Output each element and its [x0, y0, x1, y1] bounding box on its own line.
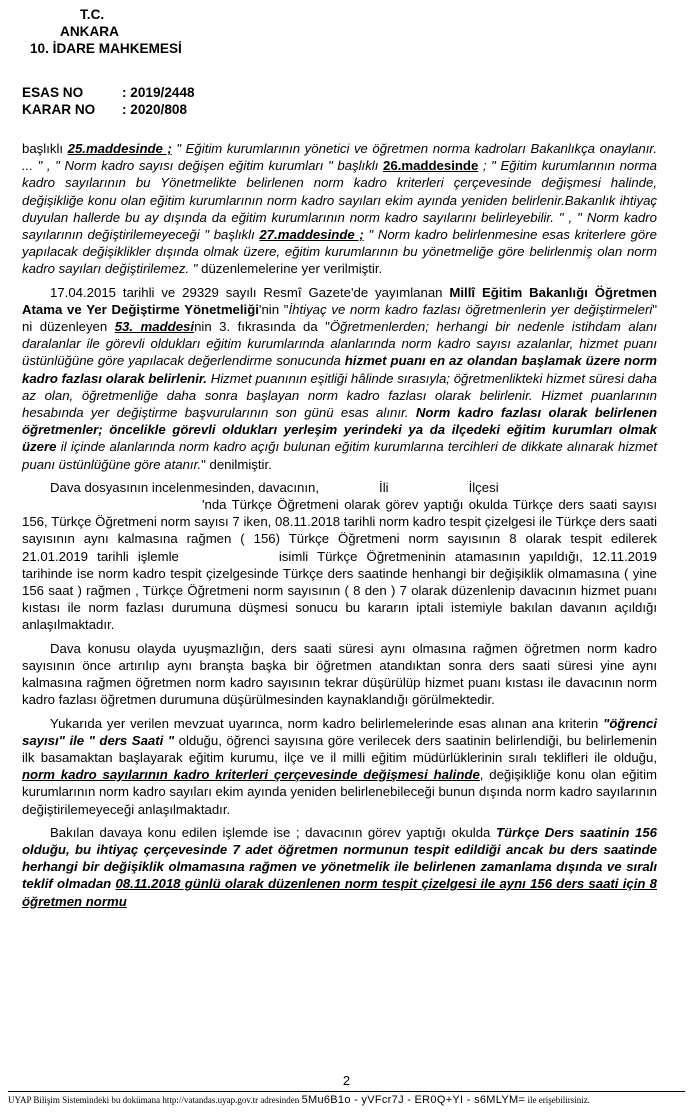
- esas-label: ESAS NO: [22, 85, 84, 100]
- header-city: ANKARA: [60, 24, 119, 39]
- text: 17.04.2015 tarihli ve 29329 sayılı Resmî Gazete'de yayımlanan: [50, 284, 450, 300]
- text: " Norm kadro belirlenmesine esas kriterlere göre yapılacak değişiklikler dışında olmak üzere, eğitim kurumlarının bu yönetmeliğe göre belirlenmiş olan norm kadro sayıları değiştirilemez. ": [22, 227, 657, 277]
- text: Dava dosyasının incelenmesinden, davacının,: [50, 479, 320, 495]
- text: isimli Türkçe Öğretmeninin atamasının yapıldığı, 12.11.2019 tarihinde ise norm kadro tespit çizelgesinde Türkçe ders saatinde henhangi bir değişiklik olmamasına ( yine 156 saat ) rağmen , Türkçe Öğretmeni norm sayısının ( 8 den ) 7 olarak düzenlenip davacının hizmet puanı kıstası ile norm fazlası durumuna düşmesi sonucu bu kararın iptali istemiyle bakılan davanın açıldığı anlaşılmaktadır.: [22, 548, 657, 633]
- header-court: 10. İDARE MAHKEMESİ: [30, 41, 182, 56]
- emphasis: 08.11.2018 günlü olarak düzenlenen norm tespit çizelgesi ile aynı 156 ders saati için 8 öğretmen normu: [22, 876, 657, 909]
- text: , değişikliğe konu olan eğitim kurumlarının norm kadro sayıları ekim ayında yeniden belirlenebileceği bunun dışında norm kadro sayılarının değiştirilemeyeceği anlaşılmaktadır.: [22, 767, 657, 817]
- header-tc: T.C.: [80, 7, 105, 22]
- text: " Eğitim kurumlarının yönetici ve öğretmen norma kadroları Bakanlıkça onaylanır. ... " , " Norm kadro sayısı değişen eğitim kurumları " başlıklı: [22, 141, 657, 174]
- article-27-ref: 27.maddesinde ;: [259, 227, 364, 243]
- karar-label: KARAR NO: [22, 102, 96, 117]
- verification-code: 5Mu6B1o - yVFcr7J - ER0Q+YI - s6MLYM=: [301, 1094, 526, 1106]
- article-26-ref: 26.maddesinde: [383, 158, 479, 174]
- emphasis: Norm kadro fazlası olarak belirlenen öğretmenler; öncelikle görevli oldukları yerleşim yerindeki ya da ilçedeki eğitim kurumları olmak üzere: [22, 405, 658, 455]
- text: Öğretmenlerden; herhangi bir nedenle istihdam alanı daralanlar ile görevli oldukları eğitim kurumlarında alanlarında norm kadro sayısı azalanlar, hizmet puanı üstünlüğüne göre yapılacak değerlendirme sonucunda: [22, 319, 657, 369]
- text: olduğu, öğrenci sayısına göre verilecek ders saatinin belirlendiği, bu belirlemenin ilk basamaktan başlayarak eğitim kurumu, ilçe ve il milli eğitim müdürlüklerinin sıralı teklifleri ile olduğu,: [22, 732, 657, 765]
- section-title: İhtiyaç ve norm kadro fazlası öğretmenlerin yer değiştirmeleri: [288, 301, 653, 317]
- text: başlıklı: [22, 141, 68, 156]
- text: düzenlemelerine yer verilmiştir.: [197, 261, 383, 277]
- emphasis: Türkçe Ders saatinin 156 olduğu, bu ihtiyaç çerçevesinde 7 adet öğretmen normunun tespit edildiği ancak bu ders saatinde herhangi bir değişiklik olmamasına rağmen ve yönetmelik ile belirlenen zamanlama dışında ve sıralı teklif olmadan: [22, 824, 657, 892]
- paragraph-legislation-analysis: [22, 715, 657, 818]
- text: İlçesi: [468, 479, 499, 495]
- footer-text: ile erişebilirsiniz.: [525, 1095, 590, 1105]
- emphasis: "öğrenci sayısı" ile " ders Saati ": [22, 715, 657, 748]
- text: Dava konusu olayda uyuşmazlığın, ders saati süresi aynı olmasına rağmen öğretmen norm kadro sayısının önce artırılıp aynı branşta başka bir öğretmen atandıktan sonra ders saati süresi yine aynı kalmasına rağmen öğretmen norm kadro sayısının tekrar düşürülüp hizmet puanı kıstası ile davacının norm kadro fazlası öğretmen durumuna düşürülmesinden kaynaklandığı görülmektedir.: [22, 640, 657, 708]
- footer-text: UYAP Bilişim Sistemindeki bu dokümana http://vatandas.uyap.gov.tr adresinden: [8, 1095, 302, 1105]
- paragraph-regulation-articles: [22, 140, 657, 278]
- text: nin 3. fıkrasında da ": [194, 319, 330, 335]
- text: Yukarıda yer verilen mevzuat uyarınca, norm kadro belirlemelerinde esas alınan ana kriterin: [50, 715, 604, 731]
- esas-row: [22, 84, 195, 101]
- paragraph-appointment-regulation: [22, 284, 657, 473]
- text: " denilmiştir.: [201, 456, 272, 472]
- text: İli: [379, 479, 389, 495]
- footer: [8, 1094, 688, 1106]
- page-number: 2: [342, 1073, 351, 1088]
- paragraph-case-facts: [22, 479, 657, 634]
- emphasis: norm kadro sayılarının kadro kriterleri çerçevesinde değişmesi halinde: [22, 767, 480, 783]
- footer-divider: [8, 1091, 685, 1092]
- article-25-ref: 25.maddesinde ;: [67, 141, 172, 156]
- text: 'nda Türkçe Öğretmeni olarak görev yaptığı okulda Türkçe ders saati sayısı 156, Türkçe Öğretmeni norm sayısı 7 iken, 08.11.2018 tarihli norm kadro tespit çizelgesi ile Türkçe ders saati sayısının aynı kalmasına rağmen ( 156) Türkçe Öğretmeni norm sayısının 8 olarak tespit edilerek 21.01.2019 tarihli işlemle: [22, 497, 657, 564]
- emphasis: hizmet puanı en az olandan başlamak üzere norm kadro fazlası olarak belirlenir.: [22, 353, 658, 386]
- regulation-name: Millî Eğitim Bakanlığı Öğretmen Atama ve Yer Değiştirme Yönetmeliği: [22, 284, 657, 317]
- text: il içinde alanlarında norm kadro açığı bulunan eğitim kurumlarına tercihleri de dikkate alınarak hizmet puanı üstünlüğüne göre atanır.: [22, 439, 657, 472]
- karar-row: [22, 101, 187, 118]
- text: Hizmet puanının eşitliği hâlinde sırasıyla; öğretmenlikteki hizmet süresi daha az olan, öğretmenliğe daha sonra başlayan norm kadro fazlası olarak belirlenir. Hizmet puanlarının hesabında yer değiştirme başvurularının son günü esas alınır.: [22, 370, 657, 421]
- karar-value: : 2020/808: [122, 102, 188, 117]
- paragraph-contested-act: [22, 824, 657, 910]
- article-53-ref: 53. maddesi: [114, 319, 195, 335]
- text: Bakılan davaya konu edilen işlemde ise ; davacının görev yaptığı okulda: [50, 824, 496, 840]
- text: " ni düzenleyen: [22, 301, 657, 335]
- text: 'nin ": [258, 301, 289, 317]
- esas-value: : 2019/2448: [122, 85, 195, 100]
- text: ; " Eğitim kurumlarının norma kadro sayılarının bu Yönetmelikte belirlenen norm kadro kriterleri çerçevesinde değişmesi halinde, değişikliğe konu olan eğitim kurumlarının norm kadro sayıları ekim ayında yeniden belirlenir.Bakanlık ihtiyaç duyulan hallerde bu ay dışında da eğitim kurumlarının norm kadro sayılarını belirleyebilir. " , " Norm kadro sayılarının değiştirilemeyeceği " başlıklı: [22, 158, 657, 243]
- document-body: [22, 140, 657, 916]
- paragraph-dispute: [22, 640, 657, 709]
